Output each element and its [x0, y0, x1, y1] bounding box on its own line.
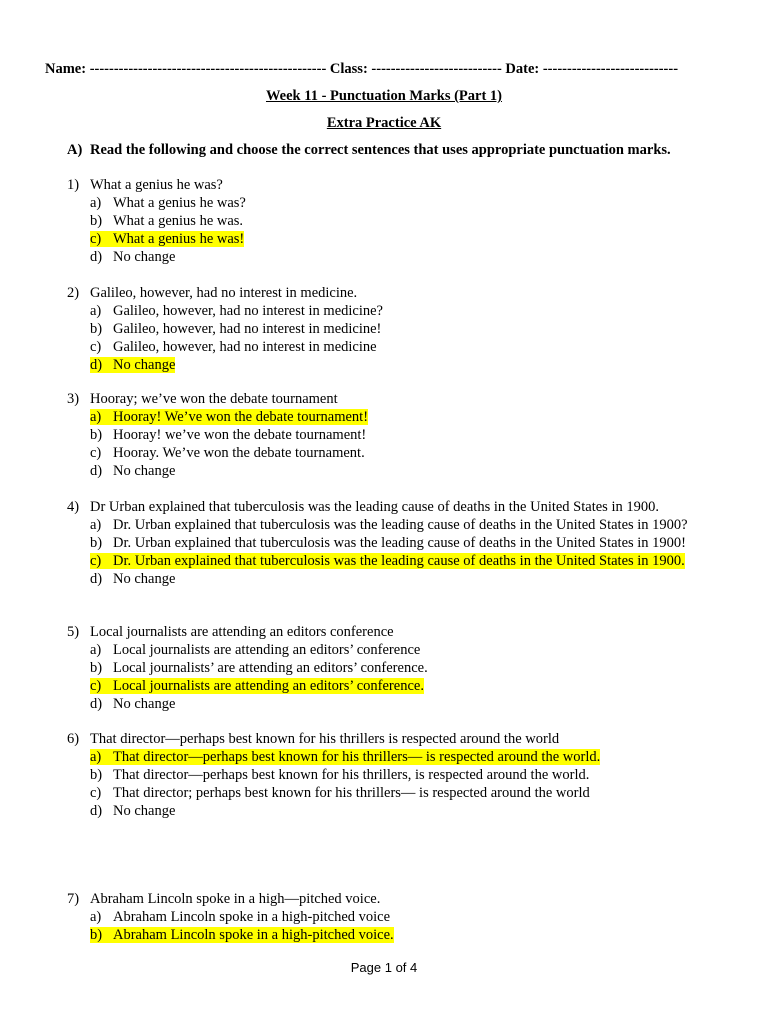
answer-option — [90, 213, 243, 230]
answer-option — [90, 785, 590, 802]
option-content — [90, 427, 366, 443]
answer-option — [90, 909, 390, 926]
option-content — [90, 535, 686, 551]
answer-option — [90, 927, 394, 944]
option-text: Local journalists’ are attending an editors’ conference. — [113, 660, 428, 676]
question-number: 1) — [67, 177, 80, 193]
option-text: Hooray! We’ve won the debate tournament! — [113, 409, 369, 425]
option-content — [90, 445, 365, 461]
option-content — [90, 785, 590, 801]
answer-option — [90, 445, 365, 462]
option-text: Abraham Lincoln spoke in a high-pitched voice — [113, 909, 391, 925]
option-letter: a) — [90, 409, 102, 425]
answer-option — [90, 357, 175, 374]
option-text: Hooray. We’ve won the debate tournament. — [113, 445, 365, 461]
option-text: Galileo, however, had no interest in medicine! — [113, 321, 382, 337]
answer-option — [90, 571, 175, 588]
question-stem — [67, 624, 394, 641]
option-content — [90, 303, 383, 319]
highlighted-answer — [90, 409, 368, 425]
highlighted-answer — [90, 357, 175, 373]
answer-option — [90, 535, 686, 552]
answer-option — [90, 303, 383, 320]
option-content — [90, 463, 175, 479]
question-number: 7) — [67, 891, 80, 907]
section-label: A) — [67, 142, 83, 158]
option-letter: c) — [90, 553, 102, 569]
answer-option — [90, 195, 246, 212]
option-letter: a) — [90, 195, 102, 211]
question-number: 5) — [67, 624, 80, 640]
option-content — [90, 321, 381, 337]
option-content — [90, 696, 175, 712]
option-content — [90, 767, 589, 783]
option-letter: d) — [90, 803, 103, 819]
option-letter: a) — [90, 517, 102, 533]
option-content — [90, 909, 390, 925]
question-text: Local journalists are attending an editors conference — [90, 624, 394, 640]
option-text: What a genius he was! — [113, 231, 245, 247]
option-letter: b) — [90, 321, 103, 337]
option-content — [90, 571, 175, 587]
question-text: Abraham Lincoln spoke in a high—pitched voice. — [90, 891, 381, 907]
highlighted-answer — [90, 927, 394, 943]
option-letter: c) — [90, 231, 102, 247]
question-stem — [67, 285, 357, 302]
question-stem — [67, 731, 559, 748]
option-text: That director—perhaps best known for his thrillers— is respected around the world. — [113, 749, 601, 765]
option-letter: b) — [90, 535, 103, 551]
answer-option — [90, 231, 244, 248]
answer-option — [90, 517, 688, 534]
highlighted-answer — [90, 231, 244, 247]
option-content — [90, 642, 420, 658]
question-number: 3) — [67, 391, 80, 407]
option-text: Abraham Lincoln spoke in a high-pitched voice. — [113, 927, 394, 943]
name-class-date-line: Name: ------------------------------------------------- Class: --------------------------- Date: ---------------------------- — [45, 61, 679, 77]
question-number: 6) — [67, 731, 80, 747]
answer-option — [90, 321, 381, 338]
option-content — [90, 249, 175, 265]
section-text: Read the following and choose the correct sentences that uses appropriate punctuation marks. — [90, 142, 671, 158]
question-stem — [67, 391, 338, 408]
option-letter: d) — [90, 249, 103, 265]
question-stem — [67, 499, 659, 516]
option-letter: a) — [90, 909, 102, 925]
answer-option — [90, 803, 175, 820]
option-letter: a) — [90, 642, 102, 658]
highlighted-answer — [90, 678, 424, 694]
option-letter: c) — [90, 339, 102, 355]
option-letter: b) — [90, 213, 103, 229]
answer-option — [90, 696, 175, 713]
answer-option — [90, 339, 377, 356]
option-letter: c) — [90, 445, 102, 461]
answer-option — [90, 749, 600, 766]
option-letter: b) — [90, 927, 103, 943]
option-text: No change — [113, 249, 176, 265]
option-text: No change — [113, 696, 176, 712]
option-letter: b) — [90, 427, 103, 443]
option-text: What a genius he was? — [113, 195, 246, 211]
option-letter: d) — [90, 357, 103, 373]
option-letter: c) — [90, 785, 102, 801]
question-text: What a genius he was? — [90, 177, 223, 193]
option-letter: a) — [90, 749, 102, 765]
option-letter: b) — [90, 767, 103, 783]
option-letter: d) — [90, 696, 103, 712]
question-text: Dr Urban explained that tuberculosis was the leading cause of deaths in the United States in 1900. — [90, 499, 659, 515]
question-stem — [67, 891, 380, 908]
answer-option — [90, 249, 175, 266]
option-text: Galileo, however, had no interest in medicine? — [113, 303, 383, 319]
answer-option — [90, 660, 428, 677]
option-letter: c) — [90, 678, 102, 694]
option-text: No change — [113, 463, 176, 479]
highlighted-answer — [90, 749, 600, 765]
answer-option — [90, 427, 366, 444]
option-letter: d) — [90, 463, 103, 479]
option-letter: a) — [90, 303, 102, 319]
page-number: Page 1 of 4 — [350, 960, 418, 975]
question-text: Galileo, however, had no interest in medicine. — [90, 285, 358, 301]
option-text: Local journalists are attending an editors’ conference. — [113, 678, 424, 694]
answer-option — [90, 463, 175, 480]
option-content — [90, 339, 377, 355]
option-content — [90, 803, 175, 819]
option-text: That director; perhaps best known for his thrillers— is respected around the world — [113, 785, 590, 801]
option-text: What a genius he was. — [113, 213, 244, 229]
answer-option — [90, 642, 420, 659]
question-number: 4) — [67, 499, 80, 515]
option-content — [90, 213, 243, 229]
option-content — [90, 195, 246, 211]
question-number: 2) — [67, 285, 80, 301]
option-text: No change — [113, 357, 176, 373]
answer-option — [90, 767, 589, 784]
section-instruction — [67, 142, 671, 159]
answer-option — [90, 678, 424, 695]
option-text: Dr. Urban explained that tuberculosis was the leading cause of deaths in the United States in 1900. — [113, 553, 685, 569]
option-text: No change — [113, 571, 176, 587]
answer-option — [90, 553, 685, 570]
question-text: That director—perhaps best known for his thrillers is respected around the world — [90, 731, 560, 747]
option-letter: d) — [90, 571, 103, 587]
question-stem — [67, 177, 223, 194]
option-text: Galileo, however, had no interest in medicine — [113, 339, 377, 355]
option-text: That director—perhaps best known for his thrillers, is respected around the world. — [113, 767, 590, 783]
answer-option — [90, 409, 368, 426]
highlighted-answer — [90, 553, 685, 569]
option-text: Local journalists are attending an editors’ conference — [113, 642, 421, 658]
option-text: Hooray! we’ve won the debate tournament! — [113, 427, 367, 443]
option-letter: b) — [90, 660, 103, 676]
option-content — [90, 660, 428, 676]
week-title: Week 11 - Punctuation Marks (Part 1) — [265, 88, 502, 104]
option-text: Dr. Urban explained that tuberculosis was the leading cause of deaths in the United States in 1900? — [113, 517, 688, 533]
option-text: No change — [113, 803, 176, 819]
practice-title: Extra Practice AK — [326, 115, 442, 131]
option-content — [90, 517, 688, 533]
option-text: Dr. Urban explained that tuberculosis was the leading cause of deaths in the United States in 1900! — [113, 535, 687, 551]
question-text: Hooray; we’ve won the debate tournament — [90, 391, 338, 407]
